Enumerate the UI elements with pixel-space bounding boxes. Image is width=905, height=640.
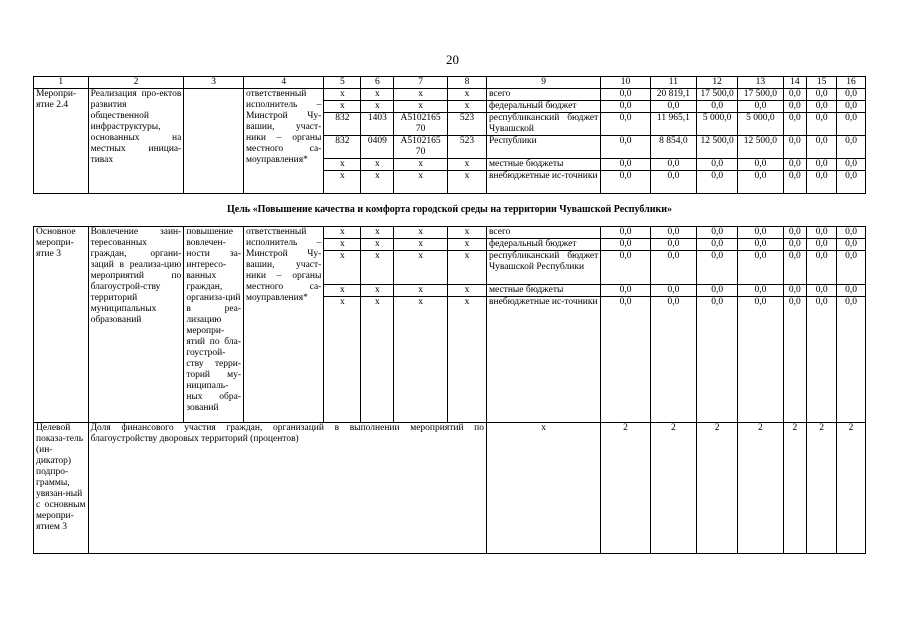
value-cell: x	[394, 159, 448, 171]
value-cell: 11 965,1	[650, 113, 696, 136]
source-cell: всего	[487, 227, 601, 239]
value-cell: x	[447, 239, 486, 251]
value-cell: 0,0	[601, 159, 650, 171]
value-cell: 0,0	[783, 113, 807, 136]
value-cell: 0,0	[650, 251, 696, 285]
header-row	[34, 77, 866, 89]
value-cell: 0,0	[697, 171, 738, 194]
column-header: 7	[394, 77, 448, 89]
value-cell: 5 000,0	[697, 113, 738, 136]
value-cell: x	[361, 285, 394, 297]
value-cell: 0,0	[837, 297, 866, 423]
value-cell: 0,0	[807, 227, 837, 239]
value-cell: 0,0	[837, 239, 866, 251]
value-cell: 0,0	[697, 251, 738, 285]
value-cell: 0,0	[783, 239, 807, 251]
spacer-row	[34, 218, 866, 227]
value-cell: А5102165 70	[394, 136, 448, 159]
value-cell: x	[447, 297, 486, 423]
value-cell: 0,0	[837, 227, 866, 239]
value-cell: x	[447, 159, 486, 171]
measure-name-cell: Меропри-ятие 2.4	[34, 89, 89, 194]
source-cell: федеральный бюджет	[487, 239, 601, 251]
value-cell: 0,0	[738, 251, 783, 285]
indicator-value-cell: 2	[650, 423, 696, 554]
value-cell: x	[361, 239, 394, 251]
value-cell: 0,0	[601, 239, 650, 251]
value-cell: 0,0	[738, 101, 783, 113]
value-cell: 0,0	[738, 171, 783, 194]
value-cell: 523	[447, 113, 486, 136]
value-cell: 832	[324, 113, 361, 136]
value-cell: 0,0	[807, 159, 837, 171]
value-cell: 0,0	[601, 136, 650, 159]
value-cell: 523	[447, 136, 486, 159]
value-cell: x	[394, 239, 448, 251]
measure-executor-cell: ответственный исполнитель – Минстрой Чу-вашии, участ-ники – органы местного са-моуправления*	[244, 89, 324, 194]
value-cell: x	[361, 251, 394, 285]
table-row	[34, 89, 866, 101]
table-row	[34, 227, 866, 239]
value-cell: 0,0	[807, 101, 837, 113]
value-cell: x	[324, 171, 361, 194]
indicator-value-cell: 2	[807, 423, 837, 554]
column-header: 10	[601, 77, 650, 89]
value-cell: x	[394, 227, 448, 239]
column-header: 3	[184, 77, 244, 89]
value-cell: 0,0	[783, 159, 807, 171]
value-cell: 0,0	[837, 159, 866, 171]
source-cell: внебюджетные ис-точники	[487, 297, 601, 423]
value-cell: x	[447, 101, 486, 113]
value-cell: x	[324, 251, 361, 285]
value-cell: А5102165 70	[394, 113, 448, 136]
column-header: 5	[324, 77, 361, 89]
source-cell: Республики	[487, 136, 601, 159]
column-header: 14	[783, 77, 807, 89]
value-cell: x	[324, 239, 361, 251]
value-cell: 0,0	[807, 136, 837, 159]
value-cell: 17 500,0	[697, 89, 738, 101]
value-cell: 0,0	[650, 159, 696, 171]
measure-result-cell	[184, 89, 244, 194]
value-cell: 0,0	[697, 227, 738, 239]
value-cell: 0,0	[601, 251, 650, 285]
value-cell: x	[361, 101, 394, 113]
value-cell: 0,0	[738, 297, 783, 423]
value-cell: 0,0	[807, 171, 837, 194]
source-cell: республиканский бюджет Чувашской Республики	[487, 251, 601, 285]
value-cell: 0,0	[783, 171, 807, 194]
value-cell: x	[324, 89, 361, 101]
value-cell: 0,0	[837, 136, 866, 159]
column-header: 8	[447, 77, 486, 89]
value-cell: 0,0	[807, 285, 837, 297]
value-cell: 832	[324, 136, 361, 159]
indicator-name-cell: Целевой показа-тель (ин-дикатор) подпро-граммы, увязан-ный с основным меропри-ятием 3	[34, 423, 89, 554]
indicator-value-cell: 2	[783, 423, 807, 554]
measure-description-cell: Реализация про-ектов развития общественной инфраструктуры, основанных на местных инициа-тивах	[88, 89, 184, 194]
value-cell: 0,0	[601, 297, 650, 423]
column-header: 2	[88, 77, 184, 89]
column-header: 13	[738, 77, 783, 89]
measure-description-cell: Вовлечение заин-тересованных граждан, органи-заций в реализа-цию мероприятий по благоустрой-ству территорий муниципальных образований	[88, 227, 184, 423]
value-cell: 0,0	[601, 227, 650, 239]
value-cell: 0,0	[650, 227, 696, 239]
value-cell: 0,0	[783, 285, 807, 297]
value-cell: x	[394, 251, 448, 285]
source-cell: республиканский бюджет Чувашской	[487, 113, 601, 136]
value-cell: 0,0	[650, 285, 696, 297]
source-cell: местные бюджеты	[487, 159, 601, 171]
value-cell: x	[394, 89, 448, 101]
source-cell: внебюджетные ис-точники	[487, 171, 601, 194]
indicator-value-cell: 2	[837, 423, 866, 554]
column-header: 9	[487, 77, 601, 89]
value-cell: 0,0	[650, 171, 696, 194]
value-cell: 0,0	[837, 251, 866, 285]
value-cell: x	[394, 101, 448, 113]
value-cell: 0,0	[783, 297, 807, 423]
column-header: 15	[807, 77, 837, 89]
value-cell: 0,0	[837, 171, 866, 194]
value-cell: 0,0	[601, 285, 650, 297]
value-cell: 0,0	[601, 171, 650, 194]
indicator-description-cell: Доля финансового участия граждан, организаций в выполнении мероприятий по благоустройству дворовых территорий (процентов)	[88, 423, 486, 554]
value-cell: x	[394, 285, 448, 297]
value-cell: x	[324, 285, 361, 297]
value-cell: 0409	[361, 136, 394, 159]
page-number: 20	[446, 52, 459, 67]
value-cell: 0,0	[807, 113, 837, 136]
measure-name-cell: Основное меропри-ятие 3	[34, 227, 89, 423]
value-cell: 0,0	[650, 101, 696, 113]
value-cell: 0,0	[807, 251, 837, 285]
value-cell: x	[447, 285, 486, 297]
value-cell: x	[324, 227, 361, 239]
value-cell: 0,0	[783, 136, 807, 159]
budget-table	[33, 76, 866, 554]
column-header: 4	[244, 77, 324, 89]
value-cell: x	[447, 171, 486, 194]
value-cell: 0,0	[738, 285, 783, 297]
value-cell: 0,0	[783, 89, 807, 101]
spacer-row	[34, 194, 866, 205]
value-cell: x	[361, 171, 394, 194]
value-cell: 0,0	[697, 297, 738, 423]
value-cell: 0,0	[738, 239, 783, 251]
value-cell: 0,0	[837, 89, 866, 101]
value-cell: 0,0	[738, 159, 783, 171]
value-cell: 0,0	[807, 239, 837, 251]
value-cell: 0,0	[697, 101, 738, 113]
value-cell: 0,0	[738, 227, 783, 239]
value-cell: x	[324, 159, 361, 171]
value-cell: 0,0	[601, 113, 650, 136]
column-header: 1	[34, 77, 89, 89]
value-cell: 0,0	[697, 159, 738, 171]
value-cell: 0,0	[697, 239, 738, 251]
value-cell: 0,0	[650, 239, 696, 251]
value-cell: 0,0	[837, 113, 866, 136]
value-cell: x	[361, 227, 394, 239]
value-cell: 0,0	[807, 89, 837, 101]
value-cell: 0,0	[783, 227, 807, 239]
value-cell: 0,0	[601, 101, 650, 113]
value-cell: 12 500,0	[738, 136, 783, 159]
measure-result-cell: повышение вовлечен-ности за-интересо-ванных граждан, организа-ций в реа-лизацию меропри-ятий по бла-гоустрой-ству терри-торий му-ниципаль-ных обра-зований	[184, 227, 244, 423]
value-cell: 0,0	[650, 297, 696, 423]
value-cell: 0,0	[807, 297, 837, 423]
spacer-cell	[34, 218, 866, 227]
value-cell: x	[447, 251, 486, 285]
value-cell: x	[447, 227, 486, 239]
value-cell: 1403	[361, 113, 394, 136]
value-cell: 8 854,0	[650, 136, 696, 159]
value-cell: x	[324, 101, 361, 113]
value-cell: 12 500,0	[697, 136, 738, 159]
column-header: 11	[650, 77, 696, 89]
value-cell: x	[394, 297, 448, 423]
value-cell: 0,0	[783, 251, 807, 285]
value-cell: 20 819,1	[650, 89, 696, 101]
value-cell: 17 500,0	[738, 89, 783, 101]
source-cell: всего	[487, 89, 601, 101]
indicator-source-cell: x	[487, 423, 601, 554]
value-cell: x	[361, 89, 394, 101]
value-cell: x	[394, 171, 448, 194]
goal-title: Цель «Повышение качества и комфорта городской среды на территории Чувашской Республики»	[226, 204, 672, 215]
value-cell: x	[361, 297, 394, 423]
value-cell: 0,0	[837, 285, 866, 297]
value-cell: x	[361, 159, 394, 171]
indicator-value-cell: 2	[601, 423, 650, 554]
value-cell: 5 000,0	[738, 113, 783, 136]
value-cell: 0,0	[837, 101, 866, 113]
source-cell: местные бюджеты	[487, 285, 601, 297]
indicator-value-cell: 2	[738, 423, 783, 554]
goal-row	[34, 204, 866, 218]
indicator-value-cell: 2	[697, 423, 738, 554]
value-cell: 0,0	[601, 89, 650, 101]
spacer-cell	[34, 194, 866, 205]
column-header: 12	[697, 77, 738, 89]
value-cell: 0,0	[783, 101, 807, 113]
source-cell: федеральный бюджет	[487, 101, 601, 113]
measure-executor-cell: ответственный исполнитель – Минстрой Чу-вашии, участ-ники – органы местного са-моуправления*	[244, 227, 324, 423]
indicator-row	[34, 423, 866, 554]
column-header: 6	[361, 77, 394, 89]
value-cell: x	[324, 297, 361, 423]
column-header: 16	[837, 77, 866, 89]
value-cell: 0,0	[697, 285, 738, 297]
value-cell: x	[447, 89, 486, 101]
